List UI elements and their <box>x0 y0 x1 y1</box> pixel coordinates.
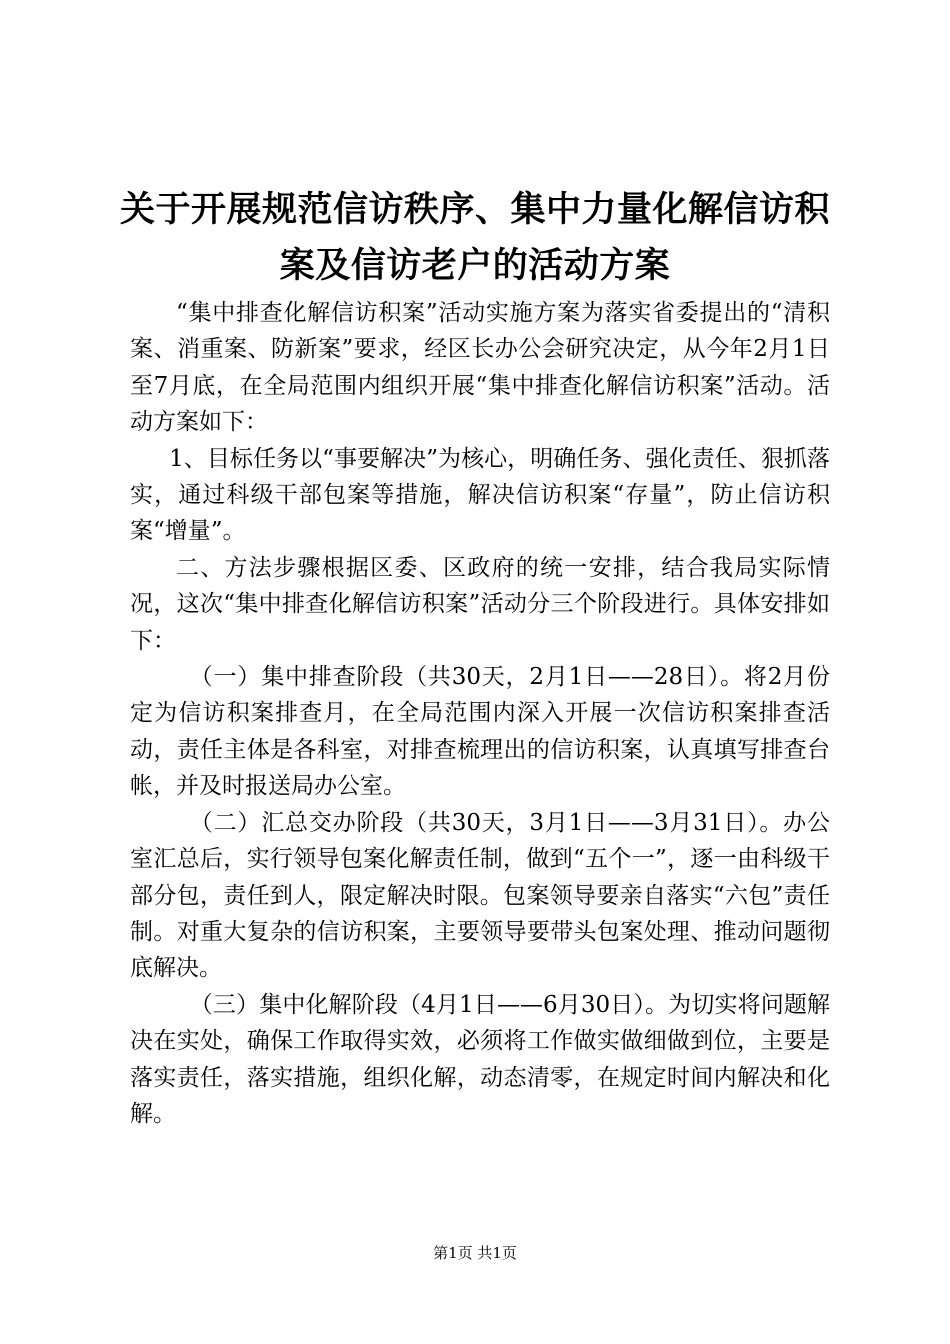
paragraph-stage-2: （二）汇总交办阶段（共30天，3月1日——3月31日）。办公室汇总后，实行领导包案化解责任制，做到“五个一”，逐一由科级干部分包，责任到人，限定解决时限。包案领导要亲自落实“六包”责任制。对重大复杂的信访积案，主要领导要带头包案处理、推动问题彻底解决。 <box>130 809 830 982</box>
paragraph-stage-1: （一）集中排查阶段（共30天，2月1日——28日）。将2月份定为信访积案排查月，在全局范围内深入开展一次信访积案排查活动，责任主体是各科室，对排查梳理出的信访积案，认真填写排查台帐，并及时报送局办公室。 <box>130 664 830 800</box>
paragraph-objectives: 1、目标任务以“事要解决”为核心，明确任务、强化责任、狠抓落实，通过科级干部包案等措施，解决信访积案“存量”，防止信访积案“增量”。 <box>130 445 830 545</box>
document-body <box>130 295 830 1132</box>
paragraph-intro: “集中排查化解信访积案”活动实施方案为落实省委提出的“清积案、消重案、防新案”要求，经区长办公会研究决定，从今年2月1日至7月底，在全局范围内组织开展“集中排查化解信访积案”活动。活动方案如下： <box>130 300 830 436</box>
paragraph-methods: 二、方法步骤根据区委、区政府的统一安排，结合我局实际情况，这次“集中排查化解信访积案”活动分三个阶段进行。具体安排如下： <box>130 554 830 654</box>
document-title-line-2: 案及信访老户的活动方案 <box>279 246 671 286</box>
page-footer: 第1页 共1页 <box>433 1244 517 1262</box>
document-title-line-1: 关于开展规范信访秩序、集中力量化解信访积 <box>119 190 830 230</box>
paragraph-stage-3: （三）集中化解阶段（4月1日——6月30日）。为切实将问题解决在实处，确保工作取得实效，必须将工作做实做细做到位，主要是落实责任，落实措施，组织化解，动态清零，在规定时间内解决和化解。 <box>130 991 830 1127</box>
